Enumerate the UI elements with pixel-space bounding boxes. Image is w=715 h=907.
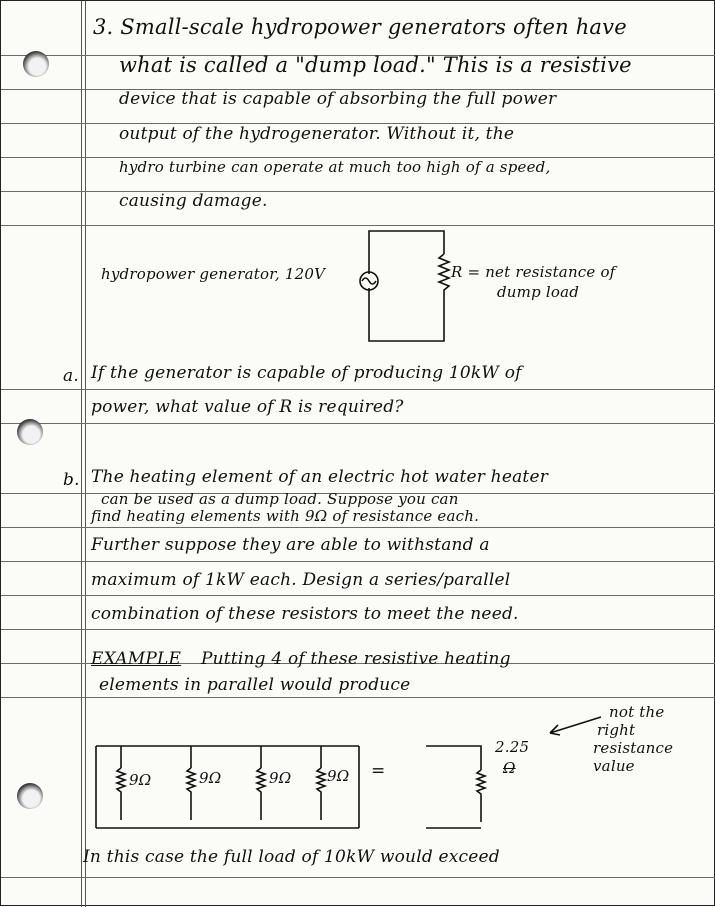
resistor-label-2: 9Ω [199, 769, 222, 787]
part-b-line-6: combination of these resistors to meet the need. [91, 604, 519, 624]
problem-line-2: what is called a "dump load." This is a resistive [119, 53, 632, 77]
problem-line-5: hydro turbine can operate at much too high of a speed, [119, 158, 551, 176]
part-b-line-3: find heating elements with 9Ω of resistance each. [91, 507, 480, 525]
equals-sign: = [371, 761, 386, 781]
ruled-line [1, 561, 715, 562]
part-b-line-4: Further suppose they are able to withstand a [91, 535, 490, 555]
binder-hole [17, 783, 43, 809]
note-line-4: value [593, 757, 635, 775]
problem-line-4: output of the hydrogenerator. Without it, the [119, 124, 515, 144]
resistor-label-4: 9Ω [327, 767, 350, 785]
ruled-line [1, 423, 715, 424]
generator-circuit [341, 226, 471, 346]
problem-line-3: device that is capable of absorbing the full power [119, 89, 557, 109]
ruled-line [1, 389, 715, 390]
resistor-label-3: 9Ω [269, 769, 292, 787]
note-line-1: not the [609, 703, 665, 721]
problem-line-6: causing damage. [119, 191, 268, 211]
ruled-line [1, 629, 715, 630]
part-b-line-2: can be used as a dump load. Suppose you can [101, 490, 459, 508]
resistor-label-1: 9Ω [129, 771, 152, 789]
binder-hole [23, 51, 49, 77]
problem-line-1: 3. Small-scale hydropower generators often have [93, 15, 627, 39]
note-line-3: resistance [593, 739, 674, 757]
footer-line: In this case the full load of 10kW would exceed [83, 847, 500, 867]
margin-line [85, 1, 86, 907]
part-a-marker: a. [63, 366, 79, 386]
part-b-line-5: maximum of 1kW each. Design a series/parallel [91, 570, 511, 590]
note-arrow [546, 713, 606, 737]
note-line-2: right [597, 721, 636, 739]
margin-line [81, 1, 82, 907]
example-line-1: Putting 4 of these resistive heating [201, 649, 511, 669]
generator-label: hydropower generator, 120V [101, 265, 326, 283]
ruled-line [1, 191, 715, 192]
resistor-label-line-1: R = net resistance of [451, 263, 616, 281]
ruled-line [1, 877, 715, 878]
equivalent-unit: Ω [503, 759, 516, 777]
ruled-line [1, 595, 715, 596]
part-b-line-1: The heating element of an electric hot water heater [91, 467, 549, 487]
ruled-line [1, 697, 715, 698]
binder-hole [17, 419, 43, 445]
part-a-line-1: If the generator is capable of producing 10kW of [91, 363, 522, 383]
part-b-marker: b. [63, 470, 80, 490]
equivalent-value: 2.25 [495, 738, 530, 756]
example-label: EXAMPLE [91, 649, 182, 669]
part-a-line-2: power, what value of R is required? [91, 397, 404, 417]
equivalent-resistor [421, 736, 501, 836]
ruled-line [1, 527, 715, 528]
resistor-label-line-2: dump load [497, 283, 580, 301]
example-line-2: elements in parallel would produce [99, 675, 411, 695]
